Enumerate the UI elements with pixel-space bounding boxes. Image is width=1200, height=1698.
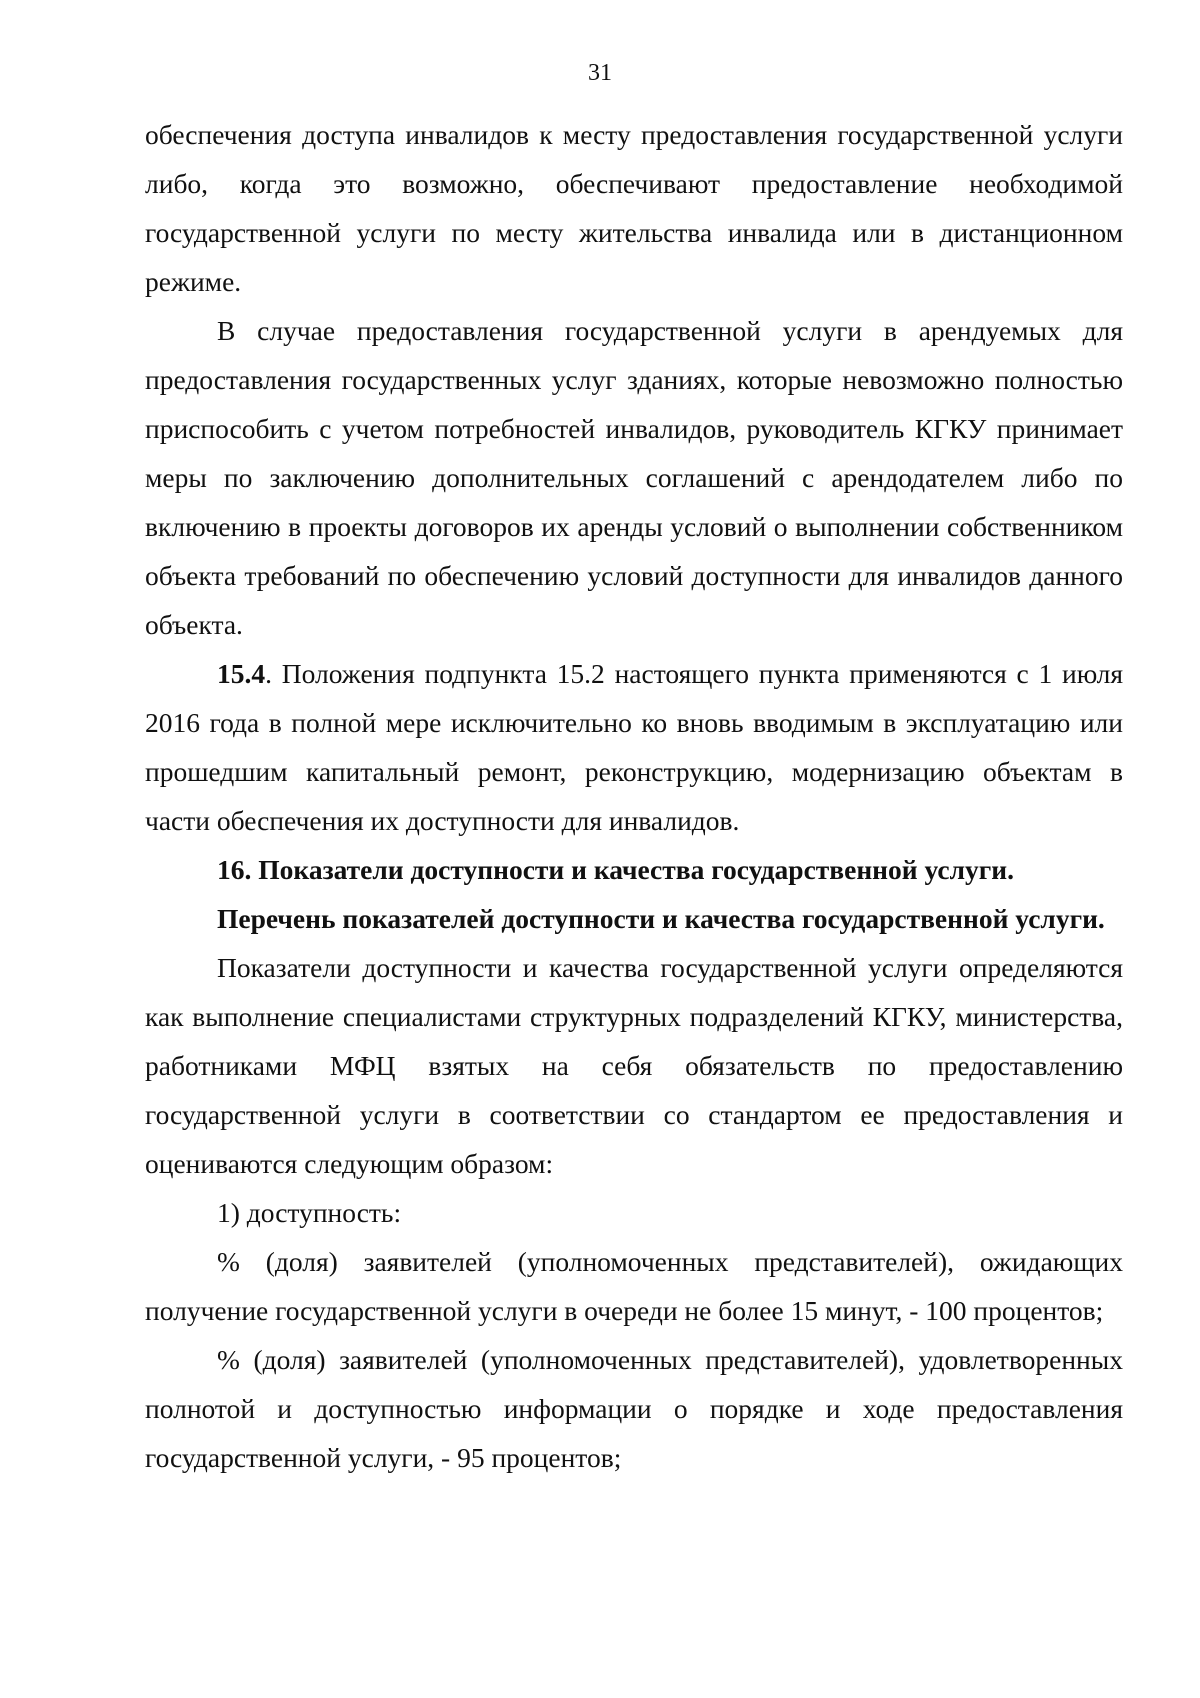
paragraph-queue-share: % (доля) заявителей (уполномоченных представителей), ожидающих получение государственной услуги в очереди не более 15 минут, - 100 процентов; (145, 1246, 1123, 1326)
document-body (145, 110, 1123, 1482)
section-heading-16: 16. Показатели доступности и качества государственной услуги. (217, 854, 1014, 885)
clause-text: . Положения подпункта 15.2 настоящего пункта применяются с 1 июля 2016 года в полной мере исключительно ко вновь вводимым в эксплуатацию или прошедшим капитальный ремонт, реконструкцию, модернизацию объектам в части обеспечения их доступности для инвалидов. (145, 658, 1123, 836)
list-item-accessibility: 1) доступность: (217, 1197, 402, 1228)
paragraph-indicators: Показатели доступности и качества государственной услуги определяются как выполнение специалистами структурных подразделений КГКУ, министерства, работниками МФЦ взятых на себя обязательств по предоставлению государственной услуги в соответствии со стандартом ее предоставления и оцениваются следующим образом: (145, 952, 1123, 1179)
paragraph-continuation: обеспечения доступа инвалидов к месту предоставления государственной услуги либо, когда это возможно, обеспечивают предоставление необходимой государственной услуги по месту жительства инвалида или в дистанционном режиме. (145, 119, 1123, 297)
paragraph-lease-buildings: В случае предоставления государственной услуги в арендуемых для предоставления государственных услуг зданиях, которые невозможно полностью приспособить с учетом потребностей инвалидов, руководитель КГКУ принимает меры по заключению дополнительных соглашений с арендодателем либо по включению в проекты договоров их аренды условий о выполнении собственником объекта требований по обеспечению условий доступности для инвалидов данного объекта. (145, 315, 1123, 640)
section-subheading-16: Перечень показателей доступности и качества государственной услуги. (217, 903, 1105, 934)
paragraph-15-4 (145, 649, 1123, 845)
page-number: 31 (588, 60, 612, 86)
paragraph-info-share: % (доля) заявителей (уполномоченных представителей), удовлетворенных полнотой и доступностью информации о порядке и ходе предоставления государственной услуги, - 95 процентов; (145, 1344, 1123, 1473)
clause-number: 15.4 (217, 658, 266, 689)
